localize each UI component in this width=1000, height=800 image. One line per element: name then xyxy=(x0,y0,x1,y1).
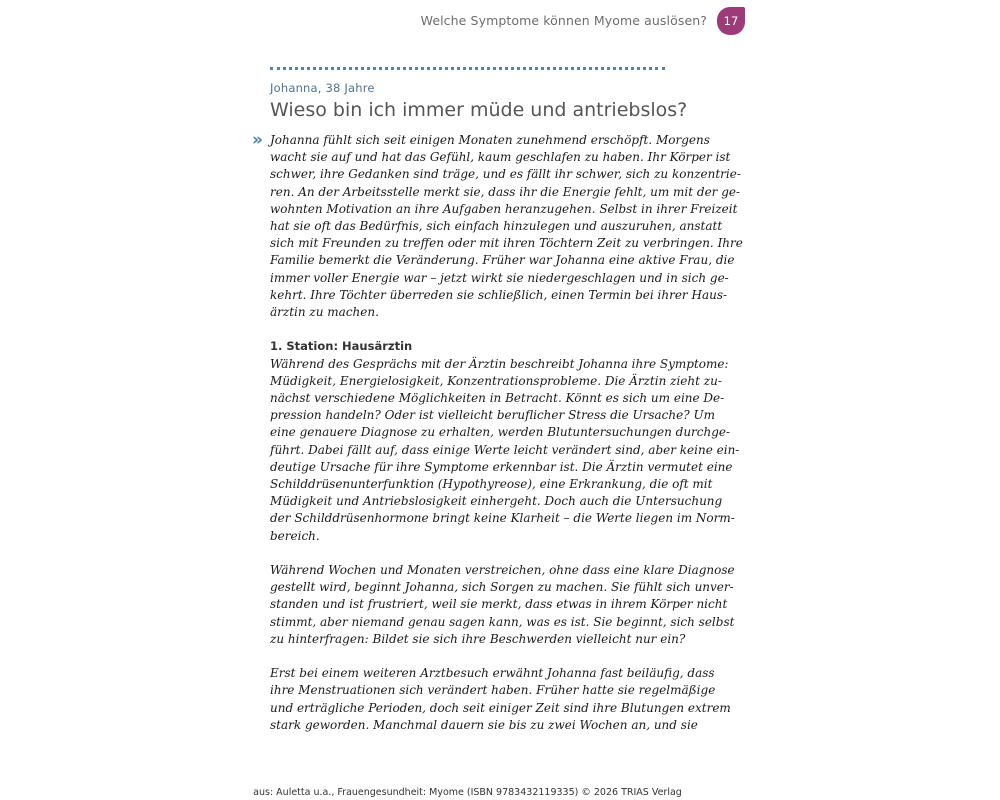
persona-label: Johanna, 38 Jahre xyxy=(270,81,375,95)
station-heading: 1. Station: Hausärztin xyxy=(270,339,413,354)
text-line: schwer, ihre Gedanken sind träge, und es fällt ihr schwer, sich zu konzentrie- xyxy=(270,167,741,182)
text-line: gestellt wird, beginnt Johanna, sich Sorgen zu machen. Sie fühlt sich unver- xyxy=(270,580,734,595)
text-line: pression handeln? Oder ist vielleicht beruflicher Stress die Ursache? Um xyxy=(270,408,715,423)
text-line: und erträgliche Perioden, doch seit einiger Zeit sind ihre Blutungen extrem xyxy=(270,700,731,715)
text-line: ärztin zu machen. xyxy=(270,305,379,320)
weeks-paragraph xyxy=(270,562,735,648)
text-line: Während Wochen und Monaten verstreichen, ohne dass eine klare Diagnose xyxy=(270,563,735,578)
station-paragraph xyxy=(270,356,740,545)
text-line: wohnten Motivation an ihre Aufgaben heranzugehen. Selbst in ihrer Freizeit xyxy=(270,201,738,216)
text-line: Schilddrüsenunterfunktion (Hypothyreose), eine Erkrankung, die oft mit xyxy=(270,477,713,492)
citation-footer: aus: Auletta u.a., Frauengesundheit: Myome (ISBN 9783432119335) © 2026 TRIAS Verlag xyxy=(253,787,682,798)
text-line: standen und ist frustriert, weil sie merkt, dass etwas in ihrem Körper nicht xyxy=(270,597,728,612)
visit-paragraph xyxy=(270,665,731,734)
case-story xyxy=(270,132,743,734)
running-head-title: Welche Symptome können Myome auslösen? xyxy=(420,13,707,28)
text-line: Müdigkeit, Energielosigkeit, Konzentrationsprobleme. Die Ärztin zieht zu- xyxy=(270,373,722,388)
page-number-badge: 17 xyxy=(717,7,745,35)
text-line: der Schilddrüsenhormone bringt keine Klarheit – die Werte liegen im Norm- xyxy=(270,511,735,526)
text-line: bereich. xyxy=(270,528,320,543)
intro-paragraph xyxy=(270,132,743,321)
text-line: ihre Menstruationen sich verändert haben. Früher hatte sie regelmäßige xyxy=(270,683,716,698)
text-line: ren. An der Arbeitsstelle merkt sie, dass ihr die Energie fehlt, um mit der ge- xyxy=(270,184,741,199)
text-line: Familie bemerkt die Veränderung. Früher war Johanna eine aktive Frau, die xyxy=(270,253,735,268)
text-line: deutige Ursache für ihre Symptome erkennbar ist. Die Ärztin vermutet eine xyxy=(270,459,733,474)
dotted-divider xyxy=(270,67,665,70)
text-line: Erst bei einem weiteren Arztbesuch erwähnt Johanna fast beiläufig, dass xyxy=(270,666,715,681)
text-line: sich mit Freunden zu treffen oder mit ihren Töchtern Zeit zu verbringen. Ihre xyxy=(270,236,743,251)
text-line: führt. Dabei fällt auf, dass einige Werte leicht verändert sind, aber keine ein- xyxy=(270,442,740,457)
text-line: kehrt. Ihre Töchter überreden sie schließlich, einen Termin bei ihrer Haus- xyxy=(270,287,728,302)
double-chevron-icon: » xyxy=(252,130,259,150)
text-line: immer voller Energie war – jetzt wirkt sie niedergeschlagen und in sich ge- xyxy=(270,270,729,285)
text-line: Johanna fühlt sich seit einigen Monaten zunehmend erschöpft. Morgens xyxy=(270,133,710,147)
text-line: hat sie oft das Bedürfnis, sich einfach hinzulegen und auszuruhen, anstatt xyxy=(270,219,723,234)
text-line: zu hinterfragen: Bildet sie sich ihre Beschwerden vielleicht nur ein? xyxy=(270,631,686,646)
text-line: wacht sie auf und hat das Gefühl, kaum geschlafen zu haben. Ihr Körper ist xyxy=(270,150,731,165)
text-line: Müdigkeit und Antriebslosigkeit einhergeht. Doch auch die Untersuchung xyxy=(270,494,723,509)
case-headline: Wieso bin ich immer müde und antriebslos? xyxy=(270,99,688,121)
text-line: stimmt, aber niemand genau sagen kann, was es ist. Sie beginnt, sich selbst xyxy=(270,614,735,629)
text-line: stark geworden. Manchmal dauern sie bis zu zwei Wochen an, und sie xyxy=(270,717,698,732)
text-line: nächst verschiedene Möglichkeiten in Betracht. Könnt es sich um eine De- xyxy=(270,391,725,406)
text-line: eine genauere Diagnose zu erhalten, werden Blutuntersuchungen durchge- xyxy=(270,425,731,440)
text-line: Während des Gesprächs mit der Ärztin beschreibt Johanna ihre Symptome: xyxy=(270,356,729,371)
